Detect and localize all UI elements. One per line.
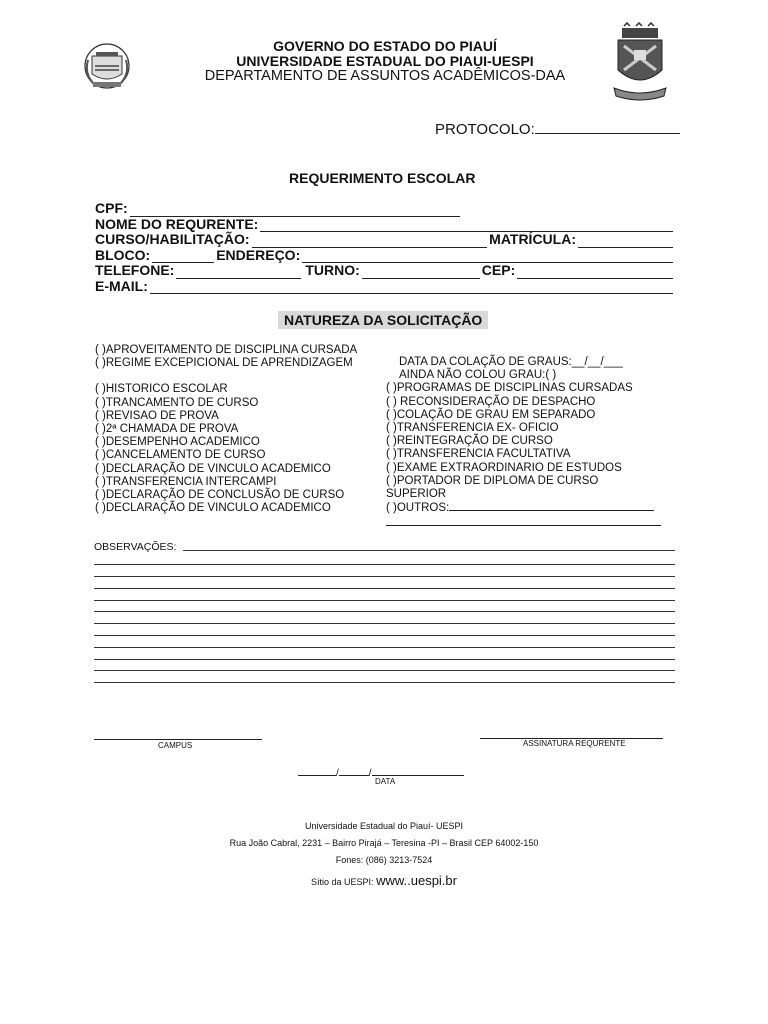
option-item[interactable]: ( )COLAÇÃO DE GRAU EM SEPARADO <box>386 408 596 421</box>
observacoes-line[interactable] <box>94 600 675 601</box>
curso-line[interactable] <box>252 235 488 248</box>
footer-site <box>0 873 768 888</box>
option-item[interactable]: ( )PROGRAMAS DE DISCIPLINAS CURSADAS <box>386 382 633 395</box>
nome-label: NOME DO REQURENTE: <box>95 215 259 232</box>
protocol-field[interactable] <box>435 121 680 138</box>
email-label: E-MAIL: <box>95 277 148 294</box>
site-link[interactable]: www..uespi.br <box>376 873 457 888</box>
observacoes-line[interactable] <box>94 647 675 648</box>
endereco-label: ENDEREÇO: <box>216 246 301 263</box>
spacer <box>95 370 357 383</box>
personal-fields <box>95 201 675 294</box>
email-line[interactable] <box>150 281 673 294</box>
header-line-3: DEPARTAMENTO DE ASSUNTOS ACADÊMICOS-DAA <box>204 68 566 84</box>
option-item[interactable]: ( )CANCELAMENTO DE CURSO <box>95 449 266 462</box>
cep-label: CEP: <box>481 262 516 278</box>
telefone-line[interactable] <box>176 266 301 279</box>
header-line-2: UNIVERSIDADE ESTADUAL DO PIAUI-UESPI <box>236 53 534 69</box>
protocol-line[interactable] <box>535 121 680 134</box>
option-item[interactable]: ( )REVISAO DE PROVA <box>95 409 219 422</box>
observacoes-line[interactable] <box>94 635 675 636</box>
nao-colou-option[interactable]: AINDA NÃO COLOU GRAU:( ) <box>399 369 557 382</box>
nome-line[interactable] <box>260 219 673 232</box>
protocol-label: PROTOCOLO: <box>435 121 535 138</box>
form-title: REQUERIMENTO ESCOLAR <box>289 170 476 186</box>
option-item[interactable]: ( )EXAME EXTRAORDINARIO DE ESTUDOS <box>386 461 622 474</box>
option-item[interactable]: ( )REGIME EXCEPICIONAL DE APRENDIZAGEM <box>95 357 353 370</box>
observacoes-line[interactable] <box>94 623 675 624</box>
email-row <box>95 279 675 295</box>
curso-label: CURSO/HABILITAÇÃO: <box>95 231 250 247</box>
option-item[interactable]: ( )DECLARAÇÃO DE VINCULO ACADEMICO <box>95 502 331 515</box>
footer-name: Universidade Estadual do Piauí- UESPI <box>304 821 464 831</box>
cpf-line[interactable] <box>130 204 460 217</box>
observacoes-line[interactable] <box>94 564 675 565</box>
left-options <box>95 344 357 515</box>
telefone-label: TELEFONE: <box>95 262 175 278</box>
right-options <box>386 356 654 515</box>
site-label: Sítio da UESPI: <box>311 877 374 887</box>
observacoes-line[interactable] <box>94 682 675 683</box>
nome-row <box>95 217 675 233</box>
option-item[interactable]: ( )PORTADOR DE DIPLOMA DE CURSO <box>386 474 599 487</box>
date-day[interactable] <box>298 767 336 776</box>
campus-signature-line[interactable] <box>94 739 262 740</box>
option-item[interactable]: ( )APROVEITAMENTO DE DISCIPLINA CURSADA <box>95 344 358 356</box>
observacoes-line[interactable] <box>183 550 675 551</box>
matricula-label: MATRÍCULA: <box>489 231 576 247</box>
state-seal-icon <box>78 40 136 92</box>
data-label: DATA <box>375 777 396 786</box>
bloco-row <box>95 248 675 264</box>
footer-address: Rua João Cabral, 2231 – Bairro Pirajá – Teresina -PI – Brasil CEP 64002-150 <box>229 838 539 848</box>
university-seal-icon <box>612 22 668 104</box>
cpf-label: CPF: <box>95 200 128 216</box>
option-item-continued: SUPERIOR <box>386 488 447 501</box>
cpf-row <box>95 201 675 217</box>
turno-label: TURNO: <box>305 262 360 278</box>
bloco-label: BLOCO: <box>95 246 151 263</box>
date-month[interactable] <box>339 767 369 776</box>
option-item[interactable]: ( )TRANSFERENCIA EX- OFICIO <box>386 422 559 435</box>
date-field[interactable]: / / <box>298 767 464 779</box>
telefone-row <box>95 263 675 279</box>
observacoes-line[interactable] <box>94 659 675 660</box>
footer-phones: Fones: (086) 3213-7524 <box>335 855 433 865</box>
observacoes-line[interactable] <box>94 611 675 612</box>
observacoes-line[interactable] <box>94 576 675 577</box>
option-item[interactable]: ( )DESEMPENHO ACADEMICO <box>95 436 260 449</box>
outros-extra-line[interactable] <box>386 525 661 526</box>
option-item[interactable]: ( )HISTORICO ESCOLAR <box>95 383 228 396</box>
option-item[interactable]: ( )DECLARAÇÃO DE CONCLUSÃO DE CURSO <box>95 489 345 502</box>
turno-line[interactable] <box>362 266 480 279</box>
assinatura-label: ASSINATURA REQURENTE <box>523 739 626 748</box>
option-item[interactable]: ( )TRANCAMENTO DE CURSO <box>95 396 259 409</box>
outros-option[interactable]: ( )OUTROS: <box>386 501 654 515</box>
option-item[interactable]: ( )2ª CHAMADA DE PROVA <box>95 423 239 436</box>
option-item[interactable]: ( ) RECONSIDERAÇÃO DE DESPACHO <box>386 395 596 408</box>
option-item[interactable]: ( )TRANSFERENCIA FACULTATIVA <box>386 448 571 461</box>
outros-line[interactable] <box>449 501 654 511</box>
observacoes-line[interactable] <box>94 670 675 671</box>
section-title: NATUREZA DA SOLICITAÇÃO <box>278 311 488 329</box>
matricula-line[interactable] <box>578 235 673 248</box>
cep-line[interactable] <box>517 266 673 279</box>
observacoes-line[interactable] <box>94 588 675 589</box>
option-item[interactable]: ( )REINTEGRAÇÃO DE CURSO <box>386 435 553 448</box>
colacao-date[interactable]: DATA DA COLAÇÃO DE GRAUS:__/__/___ <box>399 356 623 368</box>
campus-label: CAMPUS <box>158 741 193 750</box>
option-item[interactable]: ( )TRANSFERENCIA INTERCAMPI <box>95 475 277 488</box>
option-item[interactable]: ( )DECLARAÇÃO DE VINCULO ACADEMICO <box>95 462 331 475</box>
date-year[interactable] <box>372 767 464 776</box>
curso-row <box>95 232 675 248</box>
header-line-1: GOVERNO DO ESTADO DO PIAUÍ <box>273 38 497 54</box>
observacoes-label: OBSERVAÇÕES: <box>94 541 177 553</box>
